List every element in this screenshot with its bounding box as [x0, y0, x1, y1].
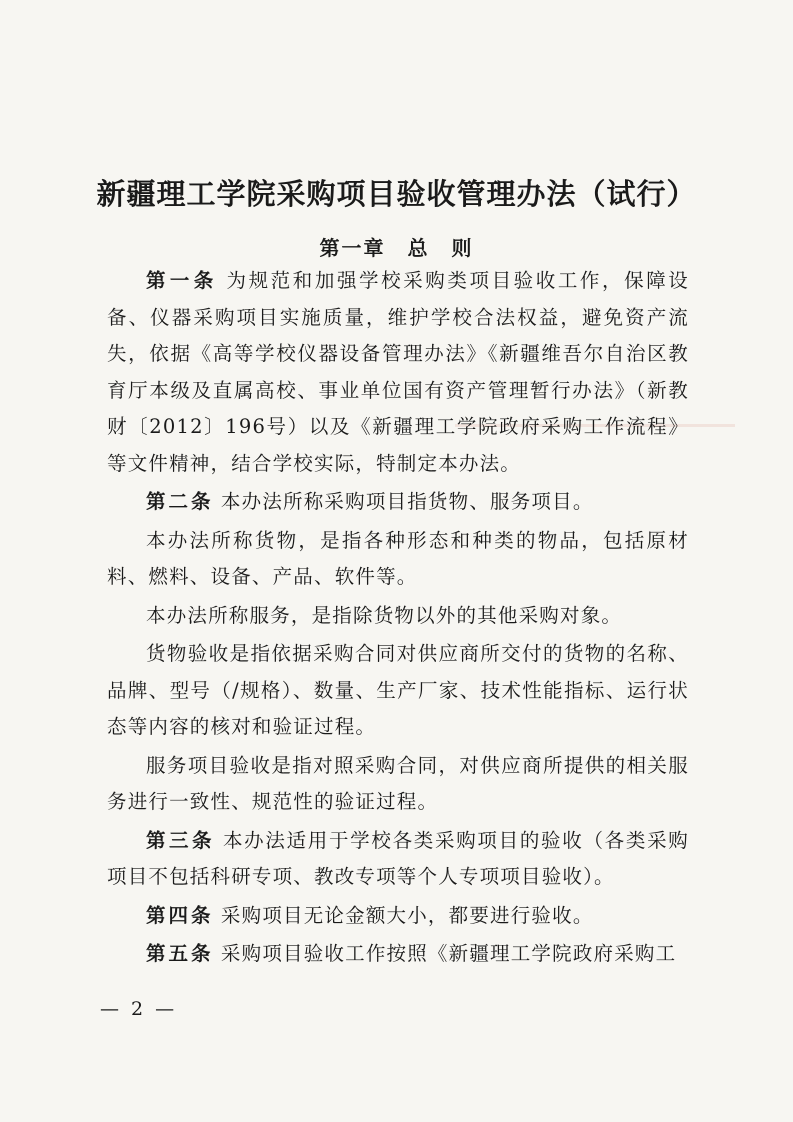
paragraph-text: 本办法所称采购项目指货物、服务项目。 — [220, 490, 594, 513]
paragraph — [107, 748, 689, 821]
paragraph-text: 为规范和加强学校采购类项目验收工作，保障设备、仪器采购项目实施质量，维护学校合法权益，避免资产流失，依据《高等学校仪器设备管理办法》《新疆维吾尔自治区教育厅本级及直属高校、事业单位国有资产管理暂行办法》（新教财〔2012〕196号）以及《新疆理工学院政府采购工作流程》等文件精神，结合学校实际，特制定本办法。 — [107, 269, 689, 475]
paragraph — [107, 263, 689, 482]
article-number: 第五条 — [146, 942, 214, 965]
paragraph-text: 货物验收是指依据采购合同对供应商所交付的货物的名称、品牌、型号（/规格）、数量、生产厂家、技术性能指标、运行状态等内容的核对和验证过程。 — [107, 642, 689, 738]
article-number: 第三条 — [146, 828, 216, 852]
paragraph — [107, 523, 689, 596]
chapter-heading: 第一章 总 则 — [319, 236, 474, 260]
article-number: 第四条 — [146, 903, 214, 927]
paragraph-text: 本办法适用于学校各类采购项目的验收（各类采购项目不包括科研专项、教改专项等个人专项项目验收）。 — [107, 828, 689, 888]
paragraph — [107, 484, 689, 521]
paragraph — [107, 636, 689, 746]
paragraph — [107, 936, 689, 973]
paragraph-text: 本办法所称服务，是指除货物以外的其他采购对象。 — [146, 603, 623, 627]
article-number: 第一条 — [146, 269, 218, 292]
paragraph — [107, 598, 689, 635]
document-title: 新疆理工学院采购项目验收管理办法（试行） — [96, 177, 697, 211]
paragraph — [107, 898, 689, 935]
paragraph-text: 本办法所称货物，是指各种形态和种类的物品，包括原材料、燃料、设备、产品、软件等。 — [107, 528, 689, 588]
paragraph-text: 采购项目无论金额大小，都要进行验收。 — [220, 903, 594, 927]
article-number: 第二条 — [146, 490, 214, 513]
paragraph-text: 采购项目验收工作按照《新疆理工学院政府采购工 — [220, 942, 677, 965]
paragraph-text: 服务项目验收是指对照采购合同，对供应商所提供的相关服务进行一致性、规范性的验证过程。 — [107, 753, 689, 813]
page-number: — 2 — — [100, 998, 178, 1020]
document-body — [107, 263, 689, 975]
paragraph — [107, 823, 689, 896]
